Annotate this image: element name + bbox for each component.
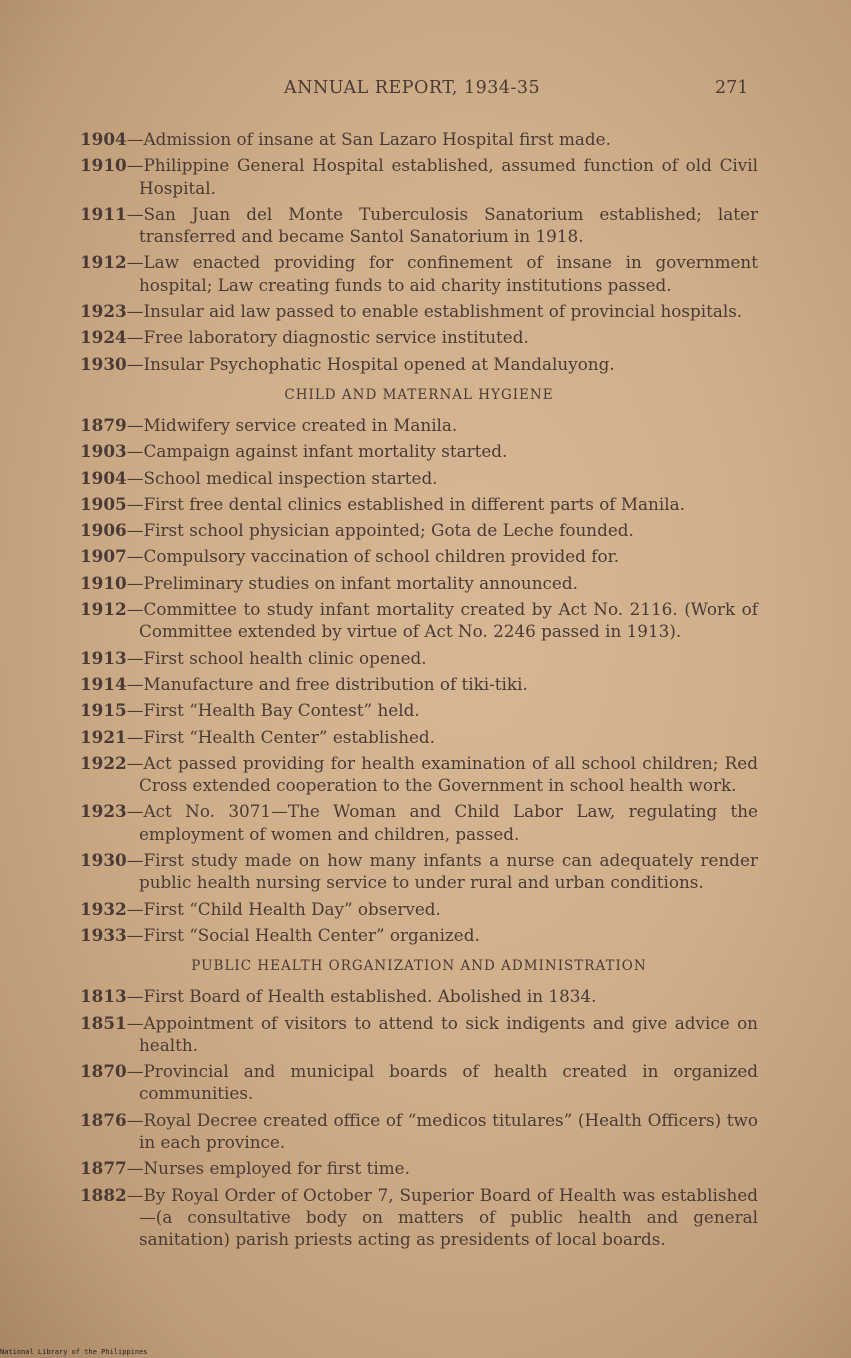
section-heading: PUBLIC HEALTH ORGANIZATION AND ADMINISTRATION bbox=[191, 958, 647, 975]
entry-year: 1921 bbox=[80, 726, 127, 747]
chronology-entry bbox=[80, 572, 758, 594]
entry-year: 1877 bbox=[80, 1158, 127, 1179]
chronology-entry bbox=[80, 800, 758, 845]
chronology-entry bbox=[80, 467, 758, 489]
entry-year: 1923 bbox=[80, 301, 127, 322]
em-dash: — bbox=[126, 493, 144, 514]
em-dash: — bbox=[126, 1061, 144, 1082]
entry-year: 1903 bbox=[80, 441, 127, 462]
entry-year: 1924 bbox=[80, 327, 127, 348]
entry-year: 1870 bbox=[80, 1061, 127, 1082]
entry-text: Law enacted providing for confinement of insane in government hospital; Law creating funds to aid charity institutions passed. bbox=[139, 252, 758, 295]
chronology-entry bbox=[80, 251, 758, 296]
em-dash: — bbox=[126, 546, 144, 567]
em-dash: — bbox=[126, 252, 144, 273]
entry-year: 1882 bbox=[80, 1184, 127, 1205]
entry-text: Philippine General Hospital established, assumed function of old Civil Hospital. bbox=[139, 155, 758, 198]
entry-text: Midwifery service created in Manila. bbox=[143, 414, 458, 435]
entry-year: 1813 bbox=[80, 986, 127, 1007]
chronology-entry bbox=[80, 699, 758, 721]
em-dash: — bbox=[126, 467, 144, 488]
entry-year: 1930 bbox=[80, 353, 127, 374]
chronology-entry bbox=[80, 898, 758, 920]
em-dash: — bbox=[126, 572, 144, 593]
entry-text: Admission of insane at San Lazaro Hospital first made. bbox=[143, 129, 611, 149]
entry-text: Nurses employed for first time. bbox=[143, 1158, 410, 1179]
entry-text: Insular Psychophatic Hospital opened at Mandaluyong. bbox=[143, 353, 615, 374]
entry-year: 1904 bbox=[80, 467, 127, 488]
chronology-entry bbox=[80, 326, 758, 348]
library-credit: National Library of the Philippines bbox=[0, 1348, 148, 1356]
entry-year: 1907 bbox=[80, 546, 127, 567]
em-dash: — bbox=[126, 1158, 144, 1179]
entry-year: 1922 bbox=[80, 752, 127, 773]
em-dash: — bbox=[126, 924, 144, 945]
entry-year: 1923 bbox=[80, 801, 127, 822]
entry-text: School medical inspection started. bbox=[143, 467, 438, 488]
em-dash: — bbox=[126, 1184, 144, 1205]
em-dash: — bbox=[126, 1109, 144, 1130]
entry-year: 1876 bbox=[80, 1109, 127, 1130]
em-dash: — bbox=[126, 441, 144, 462]
entry-year: 1851 bbox=[80, 1012, 127, 1033]
em-dash: — bbox=[126, 599, 144, 620]
chronology-entry bbox=[80, 154, 758, 199]
chronology-entry bbox=[80, 849, 758, 894]
chronology-entry bbox=[80, 1157, 758, 1179]
entry-text: Manufacture and free distribution of tiki-tiki. bbox=[143, 673, 528, 694]
chronology-entry bbox=[80, 1109, 758, 1154]
chronology-list bbox=[80, 128, 758, 1254]
entry-text: First “Child Health Day” observed. bbox=[143, 898, 441, 919]
entry-year: 1911 bbox=[80, 203, 127, 224]
chronology-entry bbox=[80, 1060, 758, 1105]
entry-year: 1905 bbox=[80, 493, 127, 514]
em-dash: — bbox=[126, 700, 144, 721]
section-heading: CHILD AND MATERNAL HYGIENE bbox=[284, 386, 554, 403]
entry-text: Provincial and municipal boards of health created in organized communities. bbox=[139, 1061, 758, 1104]
entry-year: 1904 bbox=[80, 129, 127, 149]
entry-text: Campaign against infant mortality started. bbox=[143, 441, 508, 462]
em-dash: — bbox=[126, 898, 144, 919]
entry-text: First school health clinic opened. bbox=[143, 647, 427, 668]
entry-text: First Board of Health established. Abolished in 1834. bbox=[143, 986, 597, 1007]
entry-text: Free laboratory diagnostic service instituted. bbox=[143, 327, 529, 348]
entry-year: 1910 bbox=[80, 155, 127, 176]
chronology-entry bbox=[80, 924, 758, 946]
chronology-entry bbox=[80, 353, 758, 375]
entry-text: Preliminary studies on infant mortality announced. bbox=[143, 572, 578, 593]
entry-year: 1915 bbox=[80, 700, 127, 721]
entry-text: Royal Decree created office of “medicos titulares” (Health Officers) two in each province. bbox=[139, 1109, 758, 1152]
em-dash: — bbox=[126, 801, 144, 822]
page-number: 271 bbox=[715, 78, 749, 98]
entry-text: First “Health Center” established. bbox=[143, 726, 436, 747]
em-dash: — bbox=[126, 155, 144, 176]
em-dash: — bbox=[126, 673, 144, 694]
chronology-entry bbox=[80, 440, 758, 462]
entry-text: First free dental clinics established in different parts of Manila. bbox=[143, 493, 685, 514]
chronology-entry bbox=[80, 203, 758, 248]
report-title: ANNUAL REPORT, 1934-35 bbox=[284, 78, 541, 98]
entry-text: Appointment of visitors to attend to sick indigents and give advice on health. bbox=[139, 1012, 758, 1055]
chronology-entry bbox=[80, 519, 758, 541]
entry-year: 1913 bbox=[80, 647, 127, 668]
entry-year: 1912 bbox=[80, 599, 127, 620]
chronology-entry bbox=[80, 985, 758, 1007]
entry-text: Committee to study infant mortality created by Act No. 2116. (Work of Committee extended by virtue of Act No. 2246 passed in 1913). bbox=[139, 599, 758, 642]
chronology-entry bbox=[80, 128, 758, 150]
em-dash: — bbox=[126, 414, 144, 435]
entry-text: Insular aid law passed to enable establishment of provincial hospitals. bbox=[143, 301, 743, 322]
em-dash: — bbox=[126, 752, 144, 773]
entry-text: Compulsory vaccination of school children provided for. bbox=[143, 546, 620, 567]
chronology-entry bbox=[80, 647, 758, 669]
entry-year: 1912 bbox=[80, 252, 127, 273]
chronology-entry bbox=[80, 726, 758, 748]
em-dash: — bbox=[126, 129, 144, 149]
entry-text: By Royal Order of October 7, Superior Board of Health was established—(a consultative body on matters of public health and general sanitation) parish priests acting as presidents of local boards. bbox=[139, 1184, 758, 1250]
running-header bbox=[0, 78, 851, 106]
entry-year: 1933 bbox=[80, 924, 127, 945]
em-dash: — bbox=[126, 301, 144, 322]
em-dash: — bbox=[126, 647, 144, 668]
entry-text: San Juan del Monte Tuberculosis Sanatorium established; later transferred and became Santol Sanatorium in 1918. bbox=[139, 203, 758, 247]
em-dash: — bbox=[126, 850, 144, 871]
chronology-entry bbox=[80, 545, 758, 567]
entry-text: First “Social Health Center” organized. bbox=[143, 924, 480, 945]
em-dash: — bbox=[126, 353, 144, 374]
entry-text: First school physician appointed; Gota de Leche founded. bbox=[143, 520, 634, 541]
entry-text: First “Health Bay Contest” held. bbox=[143, 700, 420, 721]
entry-year: 1879 bbox=[80, 414, 127, 435]
em-dash: — bbox=[126, 726, 144, 747]
entry-text: Act passed providing for health examination of all school children; Red Cross extended cooperation to the Government in school health work. bbox=[139, 752, 758, 796]
chronology-entry bbox=[80, 1184, 758, 1251]
entry-year: 1932 bbox=[80, 898, 127, 919]
entry-year: 1906 bbox=[80, 520, 127, 541]
em-dash: — bbox=[126, 986, 144, 1007]
chronology-entry bbox=[80, 752, 758, 797]
em-dash: — bbox=[126, 327, 144, 348]
chronology-entry bbox=[80, 300, 758, 322]
chronology-entry bbox=[80, 673, 758, 695]
em-dash: — bbox=[126, 1012, 144, 1033]
chronology-entry bbox=[80, 414, 758, 436]
entry-text: Act No. 3071—The Woman and Child Labor Law, regulating the employment of women and children, passed. bbox=[139, 801, 758, 844]
em-dash: — bbox=[126, 520, 144, 541]
entry-year: 1910 bbox=[80, 572, 127, 593]
entry-text: First study made on how many infants a nurse can adequately render public health nursing service to under rural and urban conditions. bbox=[139, 850, 758, 893]
chronology-entry bbox=[80, 598, 758, 643]
em-dash: — bbox=[126, 203, 144, 224]
chronology-entry bbox=[80, 493, 758, 515]
entry-year: 1914 bbox=[80, 673, 127, 694]
chronology-entry bbox=[80, 1012, 758, 1057]
entry-year: 1930 bbox=[80, 850, 127, 871]
